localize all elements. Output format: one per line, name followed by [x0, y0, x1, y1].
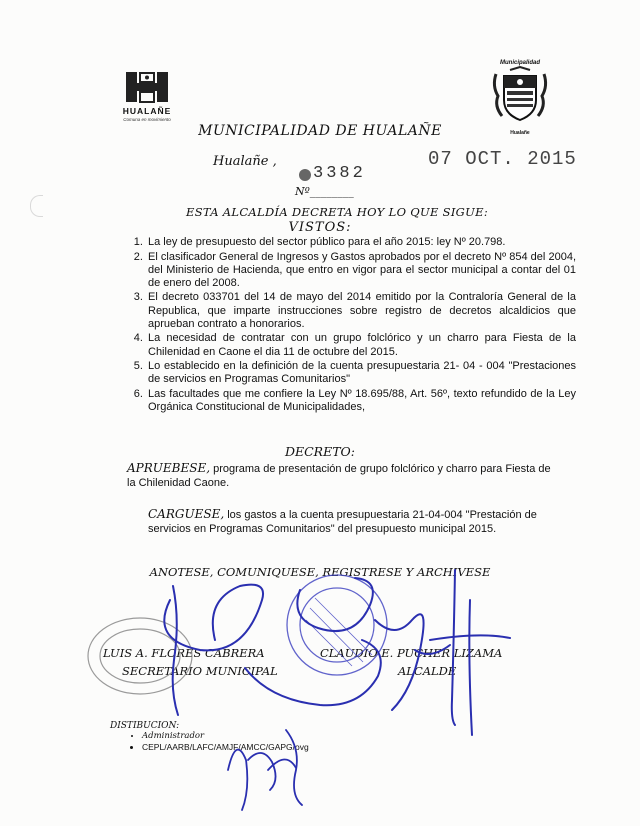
number-label: Nº________ [295, 185, 354, 198]
logo-name: HUALAÑE [122, 106, 172, 116]
crest-bottom-text: Hualañe [510, 130, 530, 136]
paragraph-text: los gastos a la cuenta presupuestaria 21-04-004 "Prestación de servicios en Programas Comunitarios" del presupuesto municipal 2015. [148, 509, 537, 535]
handwritten-signatures [164, 570, 510, 735]
paragraph-text: programa de presentación de grupo folclórico y charro para Fiesta de la Chilenidad Caone. [127, 463, 551, 489]
mayor-name: CLAUDIO E. PUCHER LIZAMA [320, 646, 503, 660]
decree-number: 3382 [313, 164, 366, 183]
vistos-heading: VISTOS: [288, 220, 352, 235]
secretary-title: SECRETARIO MUNICIPAL [122, 664, 278, 678]
logo-tagline: Comuna en movimiento [123, 117, 171, 122]
list-item: 4. La necesidad de contratar con un grupo folclórico y un charro para Fiesta de la Chilenidad en Caone el dia 11 de octubre del 2015. [146, 332, 576, 358]
paragraph-lead: CARGUESE, [148, 507, 225, 521]
closing-line: ANOTESE, COMUNIQUESE, REGISTRESE Y ARCHIVESE [149, 565, 491, 579]
list-item: 2. El clasificador General de Ingresos y Gastos aprobados por el decreto Nº 854 del 2004, del Ministerio de Hacienda, que entro en vigor para el sector municipal a contar del 01 de enero del 2008. [146, 251, 576, 291]
list-item: 1. La ley de presupuesto del sector público para el año 2015: ley Nº 20.798. [146, 236, 576, 249]
list-item: 3. El decreto 033701 del 14 de mayo del 2014 emitido por la Contraloría General de la Republica, que imparte instrucciones sobre registro de decretos alcaldicios que aprueban contrato a honorarios. [146, 291, 576, 331]
date-stamp: 07 OCT. 2015 [428, 148, 577, 170]
initials-scribble [228, 730, 302, 810]
crest-top-text: Municipalidad [499, 60, 540, 66]
list-item: • Administrador [142, 731, 309, 742]
list-item: 6. Las facultades que me confiere la Ley Nº 18.695/88, Art. 56º, texto refundido de la Ley Orgánica Constitucional de Municipalidades, [146, 388, 576, 414]
place-name: Hualañe , [213, 154, 277, 169]
secretary-name: LUIS A. FLORES CABRERA [103, 646, 265, 660]
decreta-line: ESTA ALCALDÍA DECRETA HOY LO QUE SIGUE: [186, 205, 489, 219]
paragraph-lead: APRUEBESE, [127, 461, 211, 475]
document-title: MUNICIPALIDAD DE HUALAÑE [198, 123, 442, 139]
list-item: 5. Lo establecido en la definición de la cuenta presupuestaria 21- 04 - 004 "Prestaciones de servicios en Programas Comunitarios" [146, 360, 576, 386]
distribution-heading: DISTIBUCION: [110, 721, 180, 731]
mayor-title: ALCALDE [398, 664, 457, 678]
list-item: • CEPL/AARB/LAFC/AMJF/AMCC/GAPG/ovg [142, 742, 309, 753]
decreto-heading: DECRETO: [284, 444, 356, 459]
